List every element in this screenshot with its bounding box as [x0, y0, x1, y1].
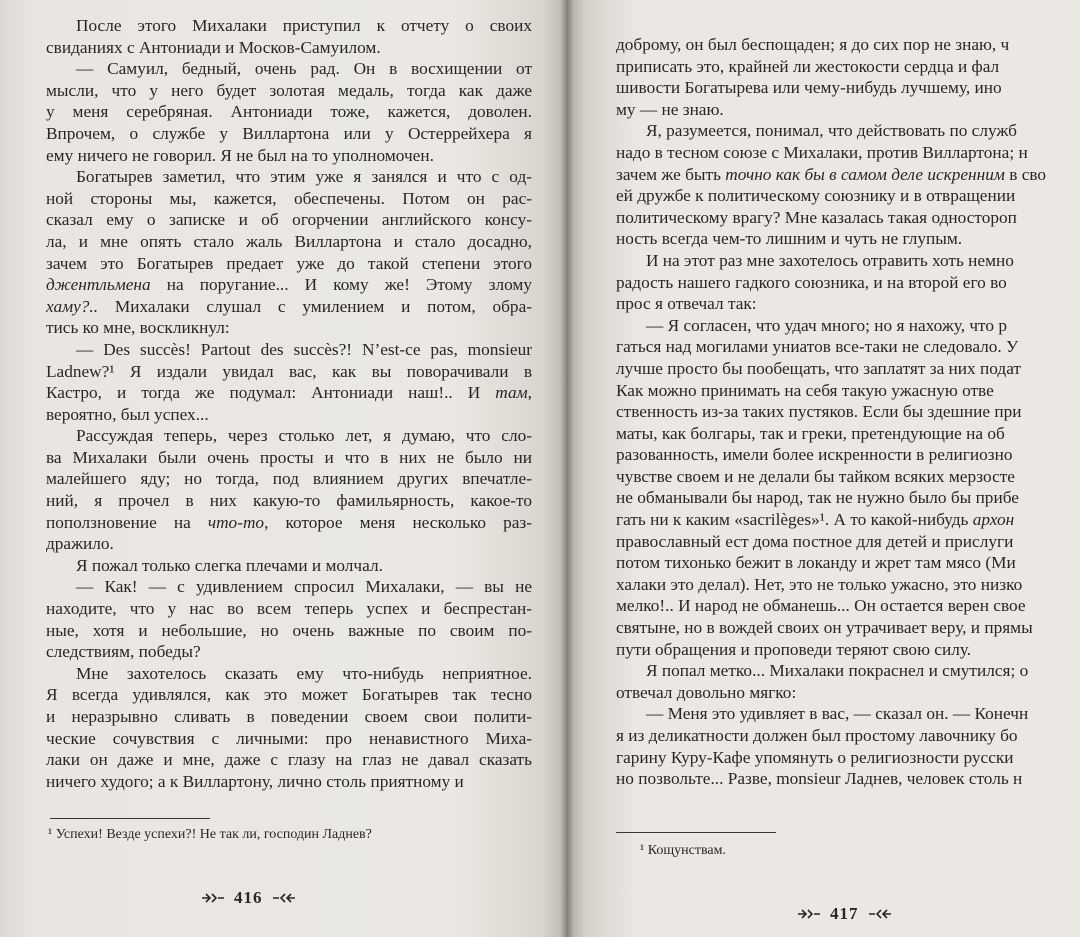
- left-page-number-text: 416: [234, 888, 263, 907]
- text-line: ность всегда чем-то лишним и чуть не глупым.: [616, 229, 963, 249]
- text-line: у меня серебряная. Антониади тоже, кажется, доволен.: [46, 102, 532, 122]
- text-line: но позвольте... Разве, monsieur Ладнев, человек столь н: [616, 769, 1023, 789]
- text-line: После этого Михалаки приступил к отчету о своих: [76, 16, 532, 35]
- italic-phrase: хаму?..: [46, 296, 99, 316]
- ornament-left-icon: [796, 908, 822, 920]
- text-line: чувстве своем и не делали бы тайком всяких мерзосте: [616, 466, 1015, 486]
- text-line: — Как! — с удивлением спросил Михалаки, — вы не: [76, 577, 532, 597]
- text-line: ей дружбе к политическому союзнику и в отвращении: [616, 186, 1016, 206]
- text-line: свиданиях с Антониади и Москов-Самуилом.: [46, 37, 381, 57]
- text-line: мысли, что у него будет золотая медаль, тогда как даже: [46, 80, 532, 100]
- text-line: и неразрывно сливать в поведении своем свои полити-: [46, 707, 532, 726]
- text-line: радость нашего гадкого союзника, и на второй его во: [616, 272, 1007, 292]
- text-line: Я пожал только слегка плечами и молчал.: [76, 555, 383, 575]
- text-line: я из деликатности должен был простому лавочнику бо: [616, 726, 1018, 745]
- text-line: прос я отвечал так:: [616, 294, 757, 314]
- text-line: ственность из-за таких пустяков. Если бы здешние при: [616, 402, 1022, 422]
- text-line: Я, разумеется, понимал, что действовать по служб: [646, 121, 1017, 141]
- text-line: ные, хотя и небольшие, но очень важные по своим по-: [46, 620, 532, 640]
- ornament-right-icon: [271, 892, 297, 904]
- text-line: разованность, имели более искренности в религиозно: [616, 445, 1013, 465]
- text-line: пути обращения и проповеди теряют свою силу.: [616, 639, 972, 659]
- left-page-text: [46, 15, 532, 792]
- italic-phrase: что-то: [207, 512, 265, 532]
- text-line: тись ко мне, воскликнул:: [46, 318, 230, 338]
- text-line: малейшего яду; но тогда, под влиянием других впечатле-: [46, 469, 532, 489]
- text-line: — Я согласен, что удач много; но я нахожу, что р: [646, 315, 1007, 335]
- text-line: му — не знаю.: [616, 99, 724, 119]
- left-footnote-rule: [50, 818, 210, 819]
- text-line: ему ничего не говорил. Я не был на то уполномочен.: [46, 145, 434, 165]
- text-line: Я всегда удивлялся, как это может Богатырев так тесно: [46, 685, 532, 705]
- text-line: Мне захотелось сказать ему что-нибудь неприятное.: [76, 663, 532, 683]
- text-line: гать ни к каким «sacrilèges»¹. А то какой-нибудь архон: [616, 510, 1015, 530]
- text-line: гарину Куру-Кафе упомянуть о религиозности русски: [616, 747, 1014, 767]
- text-line: — Des succès! Partout des succès?! N’est-ce pas, monsieur: [76, 339, 532, 359]
- text-line: надо в тесном союзе с Михалаки, против Виллартона; н: [616, 142, 1028, 162]
- text-line: поползновение на что-то, которое меня несколько раз-: [46, 512, 532, 532]
- book-gutter: [560, 0, 574, 937]
- text-line: Кастро, и тогда же подумал: Антониади наш!.. И там,: [46, 383, 532, 403]
- text-line: Рассуждая теперь, через столько лет, я думаю, что сло-: [76, 426, 532, 446]
- italic-phrase: точно как бы в самом деле искренним: [725, 164, 1005, 184]
- text-line: отвечал довольно мягко:: [616, 682, 797, 702]
- text-line: ла, и мне опять стало жаль Виллартона и стало досадно,: [46, 231, 532, 251]
- left-page-number: [200, 888, 297, 908]
- text-line: доброму, он был беспощаден; я до сих пор не знаю, ч: [616, 35, 1010, 54]
- text-line: Я попал метко... Михалаки покраснел и смутился; о: [646, 661, 1029, 681]
- text-line: политическому врагу? Мне казалась такая одностороп: [616, 207, 1017, 227]
- text-line: мелко!.. И народ не обманешь... Он остается верен свое: [616, 596, 1026, 616]
- text-line: зачем же быть точно как бы в самом деле искренним в сво: [616, 164, 1047, 184]
- ornament-right-icon: [867, 908, 893, 920]
- italic-phrase: джентльмена: [46, 275, 151, 295]
- text-line: ческие сочувствия с личными: про ненавистного Миха-: [46, 728, 532, 748]
- text-line: маты, как болгары, так и греки, претендующие на об: [616, 423, 1005, 443]
- text-line: хаму?.. Михалаки слушал с умилением и потом, обра-: [46, 296, 532, 316]
- text-line: лаки он даже и мне, даже с глазу на глаз не давал сказать: [46, 750, 532, 770]
- text-line: дражило.: [46, 534, 114, 554]
- text-line: святыне, но в вождей своих он утрачивает веру, и прямы: [616, 618, 1033, 638]
- text-line: Как можно принимать на себя такую ужасную отве: [616, 380, 994, 400]
- text-line: сказал ему о записке и об огорчении английского консу-: [46, 210, 532, 230]
- text-line: ва Михалаки были очень просты и что в них не было ни: [46, 447, 532, 467]
- text-line: гаться над могилами униатов все-таки не следовало. У: [616, 337, 1019, 357]
- right-page-number-text: 417: [830, 904, 859, 923]
- left-footnote: ¹ Успехи! Везде успехи?! Не так ли, господин Ладнев?: [48, 827, 372, 842]
- right-page-number: [796, 904, 893, 924]
- text-line: приписать это, крайней ли жестокости сердца и фал: [616, 56, 1000, 76]
- text-line: следствиям, победы?: [46, 642, 201, 662]
- text-line: — Самуил, бедный, очень рад. Он в восхищении от: [76, 59, 532, 79]
- italic-phrase: архон: [972, 510, 1015, 530]
- text-line: ничего худого; а к Виллартону, лично столь приятному и: [46, 771, 464, 791]
- text-line: ной стороны мы, кажется, обеспечены. Потом он рас-: [46, 188, 532, 208]
- text-line: Впрочем, о службе у Виллартона или у Остеррейхера я: [46, 123, 532, 143]
- text-line: не обманывали бы народ, так не нужно было бы прибе: [616, 488, 1019, 508]
- text-line: Ladnew?¹ Я издали увидал вас, как вы поворачивали в: [46, 361, 532, 381]
- text-line: потом тихонько бежит в локанду и жрет там мясо (Ми: [616, 553, 1016, 573]
- text-line: зачем это Богатырев предает уже до такой степени этого: [46, 253, 532, 273]
- ornament-left-icon: [200, 892, 226, 904]
- text-line: вероятно, был успех...: [46, 404, 209, 424]
- text-line: джентльмена на поругание... И кому же! Этому злому: [46, 275, 532, 295]
- text-line: находите, что у нас во всем теперь успех и беспрестан-: [46, 599, 532, 619]
- right-footnote-rule: [616, 832, 776, 833]
- text-line: шивости Богатырева или чему-нибудь лучшему, ино: [616, 78, 1002, 98]
- text-line: И на этот раз мне захотелось отравить хоть немно: [646, 250, 1014, 270]
- text-line: Богатырев заметил, что этим уже я занялся и что с од-: [76, 167, 532, 187]
- text-line: лучше просто бы пообещать, что заплатят за них подат: [616, 358, 1021, 378]
- right-page-text: [616, 34, 1080, 790]
- text-line: ний, я прочел в них какую-то фамильярность, какое-то: [46, 491, 532, 511]
- text-line: православный ест дома постное для детей и прислуги: [616, 531, 1014, 551]
- right-footnote: ¹ Кощунствам.: [640, 843, 726, 858]
- text-line: — Меня это удивляет в вас, — сказал он. — Конечн: [646, 704, 1029, 724]
- text-line: халаки это делал). Нет, это не только ужасно, это низко: [616, 574, 1023, 594]
- italic-phrase: там: [495, 383, 528, 403]
